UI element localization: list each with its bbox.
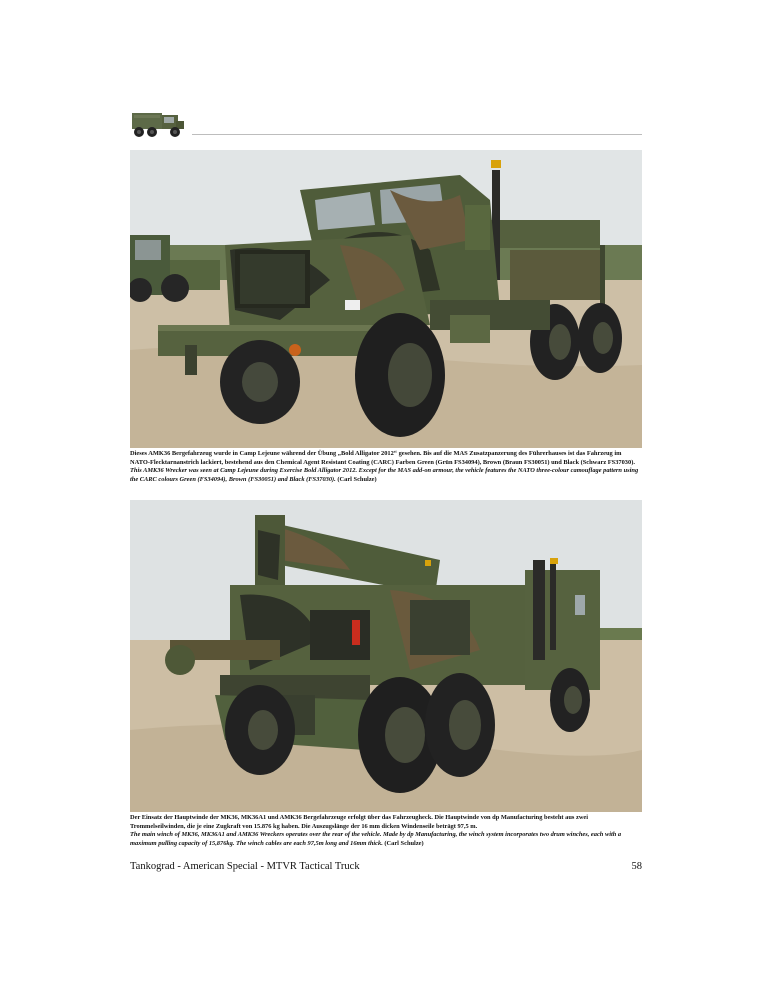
caption-german: Der Einsatz der Hauptwinde der MK36, MK36A1 und AMK36 Bergefahrzeuge erfolgt über das Fahrzeugheck. Die Hauptwinde von dp Manufacturing besteht aus zwei Trommelseilwinden, die je eine Zugkraft von 15.876 kg haben. Die Auszugslänge der 16 mm dicken Windenseile beträgt 97,5 m. [130,814,589,830]
photo-wrecker-front [130,150,642,448]
photo-credit: (Carl Schulze) [384,839,424,847]
truck-thumbnail-icon [130,105,186,139]
header-rule [192,134,642,135]
photo-credit: (Carl Schulze) [337,475,377,483]
caption-english: This AMK36 Wrecker was seen at Camp Lejeune during Exercise Bold Alligator 2012. Except for the MAS add-on armour, the vehicle features the NATO three-colour camouflage pattern using the CARC colours Green (FS34094), Brown (FS30051) and Black (FS37030). (Carl Schulze) [130,467,639,483]
page-number: 58 [631,861,642,872]
footer-title: Tankograd - American Special - MTVR Tactical Truck [130,861,360,872]
caption-german: Dieses AMK36 Bergefahrzeug wurde in Camp Lejeune während der Übung „Bold Alligator 2012“ gesehen. Bis auf die MAS Zusatzpanzerung des Führerhauses ist das Fahrzeug im NATO-Flecktarnanstrich lackiert, bestehend aus den Chemical Agent Resistant Coating (CARC) Farben Green (Grün FS34094), Brown (Braun FS30051) und Black (Schwarz FS37030). [130,450,635,466]
photo-wrecker-rear [130,500,642,812]
caption-english: The main winch of MK36, MK36A1 and AMK36 Wreckers operates over the rear of the vehicle. Made by dp Manufacturing, the winch system incorporates two drum winches, each with a maximum pulling capacity of 15,876kg. The winch cables are each 97,5m long and 16mm thick. (Carl Schulze) [130,831,622,847]
caption-photo-2 [130,814,642,848]
caption-photo-1 [130,450,642,484]
